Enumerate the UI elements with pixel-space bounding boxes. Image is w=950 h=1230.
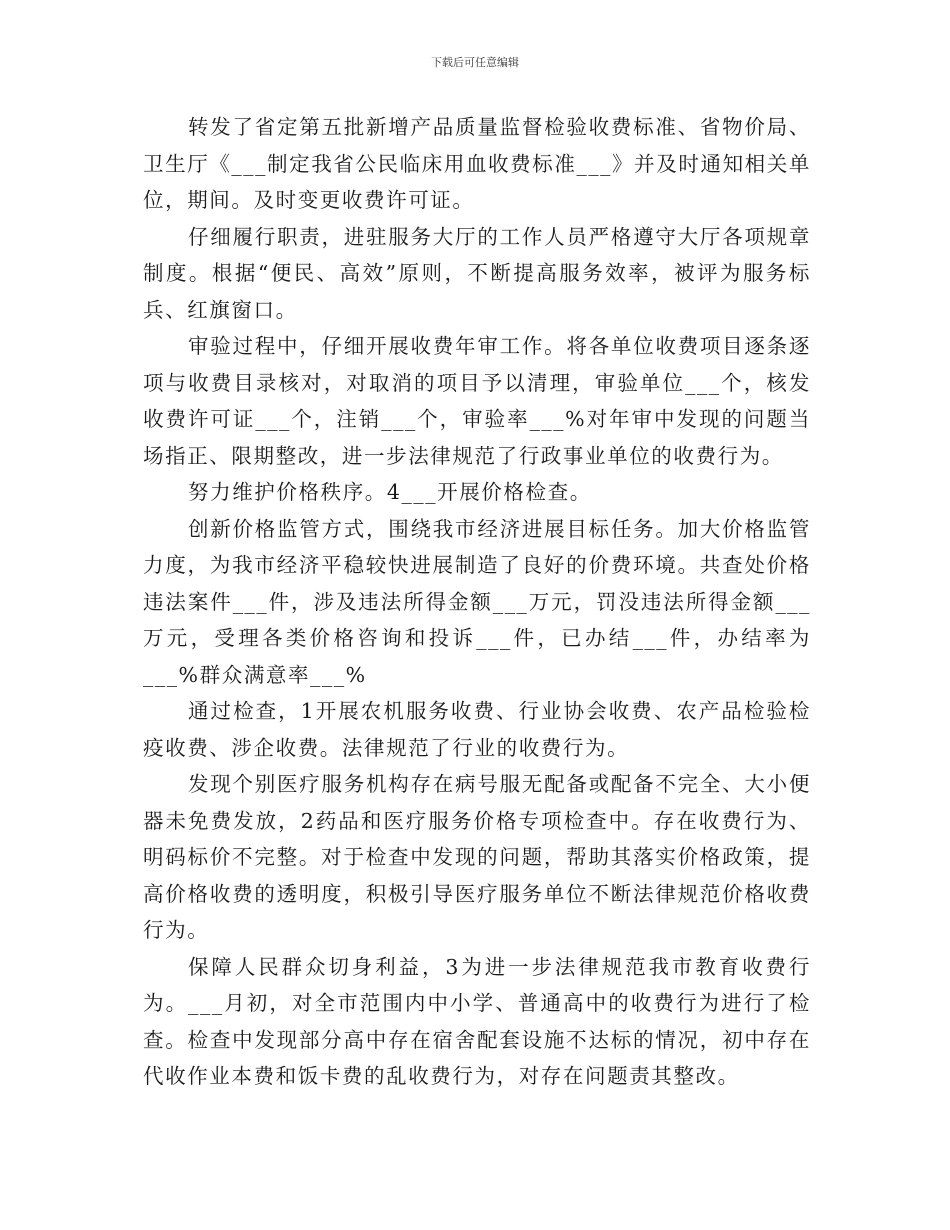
page-header: 下载后可任意编辑 xyxy=(431,56,519,69)
paragraph-inspection-3-education: 保障人民群众切身利益，3为进一步法律规范我市教育收费行为。___月初，对全市范围内中小学、普通高中的收费行为进行了检查。检查中发现部分高中存在宿舍配套设施不达标的情况，初中存在代收作业本费和饭卡费的乱收费行为，对存在问题责其整改。 xyxy=(143,954,811,1088)
document-body xyxy=(143,109,811,1095)
paragraph-annual-review: 审验过程中，仔细开展收费年审工作。将各单位收费项目逐条逐项与收费目录核对，对取消的项目予以清理，审验单位___个，核发收费许可证___个，注销___个，审验率___%对年审中发现的问题当场指正、限期整改，进一步法律规范了行政事业单位的收费行为。 xyxy=(143,334,811,468)
paragraph-price-order: 努力维护价格秩序。4___开展价格检查。 xyxy=(188,480,592,504)
paragraph-service-hall: 仔细履行职责，进驻服务大厅的工作人员严格遵守大厅各项规章制度。根据“便民、高效”原则，不断提高服务效率，被评为服务标兵、红旗窗口。 xyxy=(143,224,811,322)
paragraph-inspection-2-medical: 发现个别医疗服务机构存在病号服无配备或配备不完全、大小便器未免费发放，2药品和医疗服务价格专项检查中。存在收费行为、明码标价不完整。对于检查中发现的问题，帮助其落实价格政策，提高价格收费的透明度，积极引导医疗服务单位不断法律规范价格收费行为。 xyxy=(143,772,811,942)
paragraph-price-supervision: 创新价格监管方式，围绕我市经济进展目标任务。加大价格监管力度，为我市经济平稳较快进展制造了良好的价费环境。共查处价格违法案件___件，涉及违法所得金额___万元，罚没违法所得金额___万元，受理各类价格咨询和投诉___件，已办结___件，办结率为___%群众满意率___% xyxy=(143,516,811,687)
paragraph-fee-standards: 转发了省定第五批新增产品质量监督检验收费标准、省物价局、卫生厅《___制定我省公民临床用血收费标准___》并及时通知相关单位，期间。及时变更收费许可证。 xyxy=(143,115,811,212)
paragraph-inspection-1: 通过检查，1开展农机服务收费、行业协会收费、农产品检验检疫收费、涉企收费。法律规范了行业的收费行为。 xyxy=(143,699,811,760)
